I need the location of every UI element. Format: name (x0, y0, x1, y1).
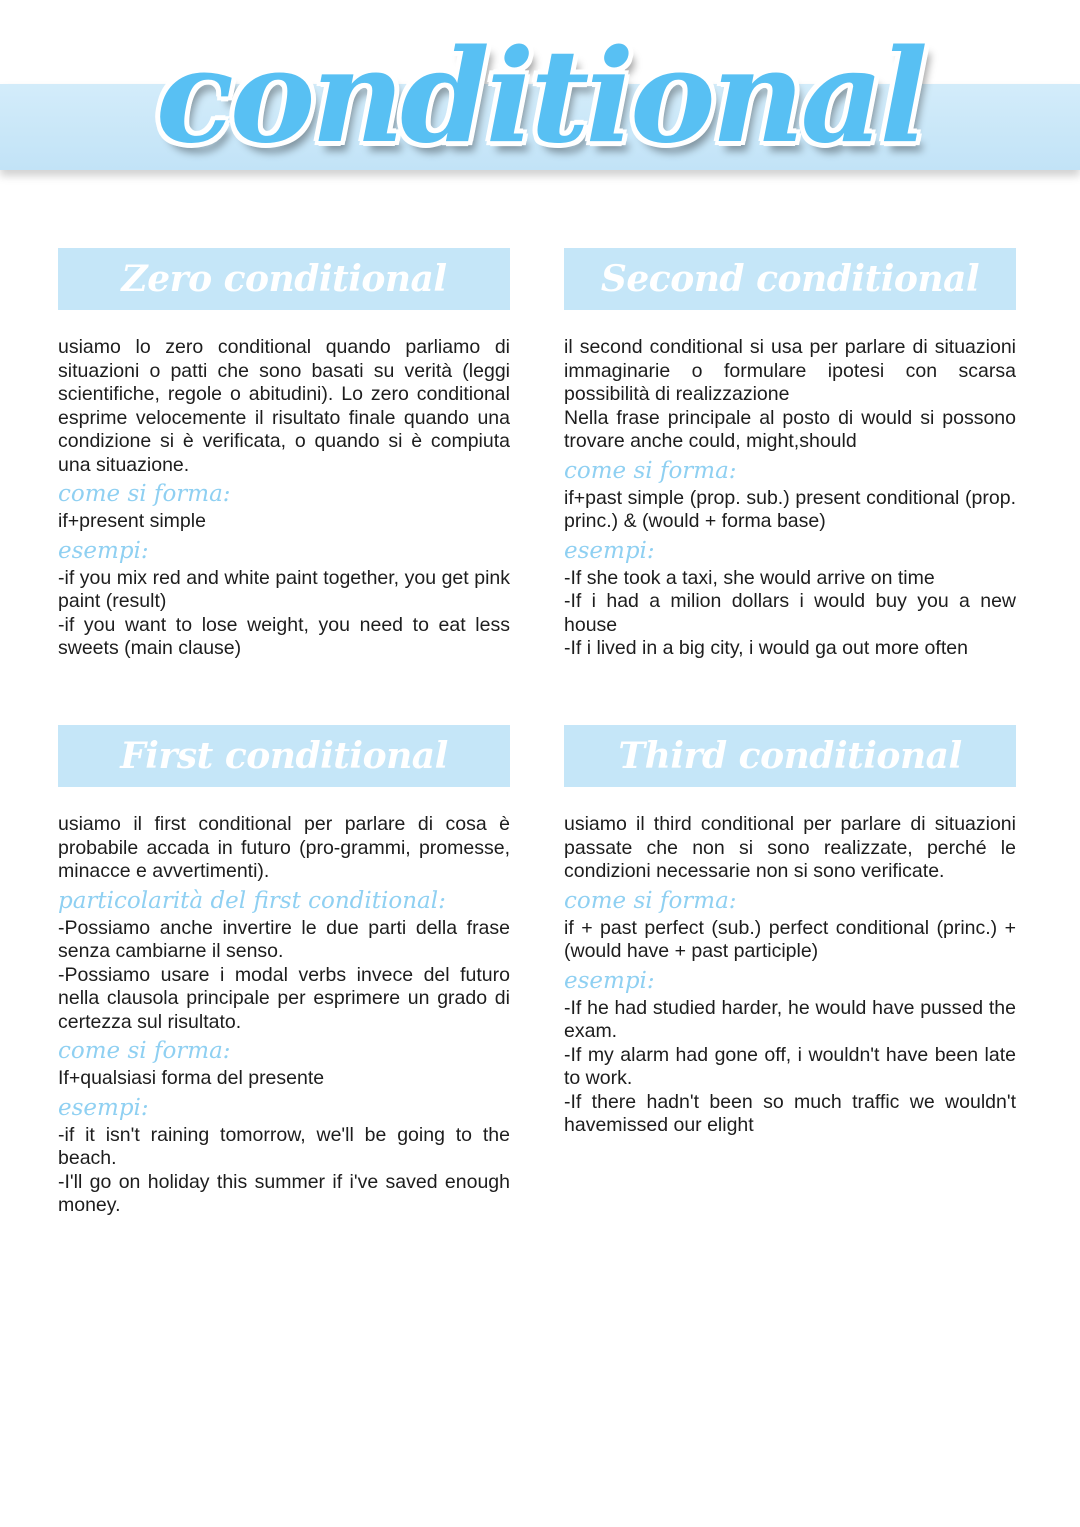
section-body (58, 813, 510, 1218)
intro-text: usiamo il third conditional per parlare di situazioni passate che non si sono realizzate, perché le condizioni necessarie non si sono verificate. (564, 813, 1016, 882)
example-item: -If i had a milion dollars i would buy you a new house (564, 590, 1016, 636)
section-body (564, 813, 1016, 1138)
special-item: -Possiamo anche invertire le due parti della frase senza cambiarne il senso. (58, 916, 510, 962)
intro-text: il second conditional si usa per parlare di situazioni immaginarie o formulare ipotesi con scarsa possibilità di realizzazione (564, 336, 1016, 405)
form-text: if+present simple (58, 510, 206, 532)
examples-heading: esempi: (58, 1094, 149, 1121)
example-item: -If she took a taxi, she would arrive on time (564, 566, 935, 589)
form-text: If+qualsiasi forma del presente (58, 1067, 325, 1089)
section-header (564, 725, 1016, 787)
page-title: conditional (155, 22, 925, 172)
special-heading: particolarità del first conditional: (58, 887, 446, 914)
section-zero-conditional (58, 248, 510, 661)
intro-text: usiamo lo zero conditional quando parliamo di situazioni o patti che sono basati su verità (leggi scientifiche, regole o abitudini). Lo zero conditional esprime velocemente il risultato finale quando una condizione si è verificata, o quando si è compiuta una situazione. (58, 336, 510, 476)
example-item: -if it isn't raining tomorrow, we'll be going to the beach. (58, 1123, 510, 1169)
intro-text: usiamo il first conditional per parlare di cosa è probabile accada in futuro (pro-grammi, promesse, minacce e avvertimenti). (58, 813, 510, 882)
example-item: -If my alarm had gone off, i wouldn't have been late to work. (564, 1043, 1016, 1089)
section-third-conditional (564, 725, 1016, 1138)
example-item: -If i lived in a big city, i would ga out more often (564, 637, 968, 659)
form-text: if + past perfect (sub.) perfect conditional (princ.) + (would have + past participle) (564, 916, 1016, 962)
form-heading: come si forma: (58, 481, 231, 507)
section-header (58, 725, 510, 787)
example-item: -I'll go on holiday this summer if i've saved enough money. (58, 1170, 510, 1216)
section-first-conditional (58, 725, 510, 1218)
form-heading: come si forma: (564, 457, 737, 484)
section-body (58, 336, 510, 661)
form-heading: come si forma: (564, 887, 737, 914)
section-header-label: Zero conditional (121, 258, 447, 300)
examples-heading: esempi: (564, 537, 655, 564)
example-item: -if you mix red and white paint together, you get pink paint (result) (58, 566, 510, 612)
special-item: -Possiamo usare i modal verbs invece del futuro nella clausola principale per esprimere un grado di certezza sul risultato. (58, 963, 510, 1033)
section-header-label: Third conditional (618, 735, 962, 777)
example-item: -If he had studied harder, he would have pussed the exam. (564, 996, 1016, 1042)
section-header (58, 248, 510, 310)
examples-heading: esempi: (58, 537, 149, 564)
section-header-label: Second conditional (600, 258, 980, 300)
section-header-label: First conditional (120, 735, 448, 777)
form-text: if+past simple (prop. sub.) present conditional (prop. princ.) & (would + forma base) (564, 486, 1016, 532)
example-item: -if you want to lose weight, you need to eat less sweets (main clause) (58, 613, 510, 659)
section-body (564, 336, 1016, 661)
intro-text-2: Nella frase principale al posto di would si possono trovare anche could, might,should (564, 406, 1016, 452)
section-header (564, 248, 1016, 310)
section-second-conditional (564, 248, 1016, 661)
example-item: -If there hadn't been so much traffic we wouldn't havemissed our elight (564, 1090, 1016, 1136)
form-heading: come si forma: (58, 1038, 231, 1064)
examples-heading: esempi: (564, 967, 655, 994)
